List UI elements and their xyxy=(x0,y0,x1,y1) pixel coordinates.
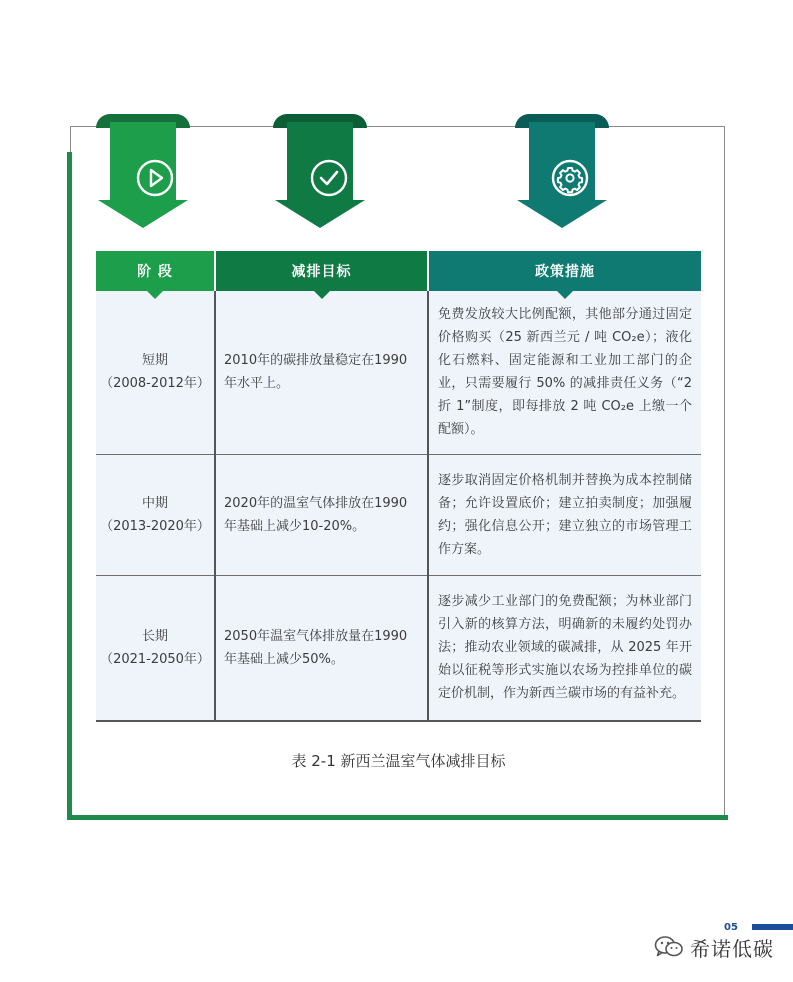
stage-cell xyxy=(96,454,215,575)
policy-banner xyxy=(515,114,609,228)
policy-cell: 免费发放较大比例配额，其他部分通过固定价格购买（25 新西兰元 / 吨 CO₂e）；液化化石燃料、固定能源和工业加工部门的企业，只需要履行 50% 的减排责任义务（“2 折 1”制度，即每排放 2 吨 CO₂e 上缴一个配额）。 xyxy=(428,291,701,454)
card-accent-left xyxy=(67,152,72,819)
stage-cell xyxy=(96,291,215,454)
policy-cell: 逐步取消固定价格机制并替换为成本控制储备；允许设置底价；建立拍卖制度；加强履约；强化信息公开；建立独立的市场管理工作方案。 xyxy=(428,454,701,575)
stage-name: 中期 xyxy=(141,495,168,511)
brand-watermark xyxy=(654,934,774,960)
header-policy: 政策措施 xyxy=(428,251,701,291)
reduction-plan-table xyxy=(96,251,701,722)
target-cell: 2010年的碳排放量稳定在1990年水平上。 xyxy=(215,291,428,454)
table-row xyxy=(96,454,701,575)
stage-name: 长期 xyxy=(141,628,168,644)
header-notch xyxy=(314,291,330,299)
target-cell: 2050年温室气体排放量在1990年基础上减少50%。 xyxy=(215,575,428,721)
table-header-row xyxy=(96,251,701,291)
page-number-bar xyxy=(752,924,793,930)
stage-banner xyxy=(96,114,190,228)
policy-cell: 逐步减少工业部门的免费配额；为林业部门引入新的核算方法，明确新的未履约处罚办法；推动农业领域的碳减排，从 2025 年开始以征税等形式实施以农场为控排单位的碳定价机制，作为新西兰碳市场的有益补充。 xyxy=(428,575,701,721)
stage-years: （2013-2020年） xyxy=(100,518,210,534)
header-stage: 阶 段 xyxy=(96,251,215,291)
table-row xyxy=(96,291,701,454)
stage-years: （2021-2050年） xyxy=(100,651,210,667)
stage-name: 短期 xyxy=(141,353,168,369)
wechat-icon xyxy=(654,935,684,959)
target-cell: 2020年的温室气体排放在1990年基础上减少10-20%。 xyxy=(215,454,428,575)
header-notch xyxy=(557,291,573,299)
header-notch xyxy=(147,291,163,299)
table-caption: 表 2-1 新西兰温室气体减排目标 xyxy=(291,752,506,770)
card-accent-bottom xyxy=(67,815,728,820)
target-banner xyxy=(273,114,367,228)
stage-years: （2008-2012年） xyxy=(100,376,210,392)
check-icon xyxy=(309,158,349,198)
table-row xyxy=(96,575,701,721)
header-target: 减排目标 xyxy=(215,251,428,291)
brand-name: 希诺低碳 xyxy=(690,936,774,961)
play-icon xyxy=(135,158,175,198)
page-number: 05 xyxy=(724,922,738,933)
gear-icon xyxy=(550,158,590,198)
stage-cell xyxy=(96,575,215,721)
